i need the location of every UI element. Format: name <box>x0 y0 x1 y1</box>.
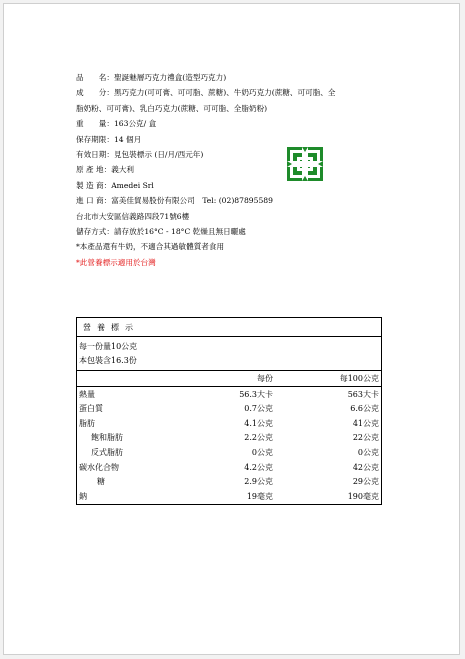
nutrition-title-cell <box>77 318 382 337</box>
nutrient-name: 熱量 <box>79 389 95 399</box>
weight-line <box>76 116 396 131</box>
origin-value: 義大利 <box>111 165 134 175</box>
nutrient-per-serving: 4.1公克 <box>244 418 273 428</box>
expiry-line <box>76 147 396 162</box>
maker-value: Amedei Srl <box>111 180 154 190</box>
allergy-note: *本產品還有牛奶，不適合其過敏體質者食用 <box>76 242 225 252</box>
nutrient-per-serving: 19毫克 <box>246 491 273 501</box>
maker-label: 製 造 商： <box>76 180 112 190</box>
origin-line <box>76 162 396 177</box>
nutrient-per-100g: 190毫克 <box>347 491 379 501</box>
nutrient-per-100g: 22公克 <box>352 433 379 443</box>
document-page <box>3 3 460 655</box>
nutrient-name: 糖 <box>97 477 105 487</box>
table-row <box>77 489 382 504</box>
expiry-value: 見包裝標示 (日/月/西元年) <box>113 150 204 160</box>
nutrient-per-100g: 6.6公克 <box>350 404 379 414</box>
servings-per-package: 本包裝含16.3份 <box>79 356 137 366</box>
maker-line <box>76 178 396 193</box>
ingredients-line-2 <box>76 101 396 116</box>
address-line <box>76 209 396 224</box>
nutrition-facts-table <box>76 317 382 505</box>
weight-label: 重 量： <box>76 119 114 129</box>
importer-label: 進 口 商： <box>76 196 112 206</box>
product-name-line <box>76 70 396 85</box>
product-name-value: 聖誕魅層巧克力禮盒(造型巧克力) <box>113 73 227 82</box>
allergy-line <box>76 239 396 254</box>
nutrient-name: 脂肪 <box>79 418 95 428</box>
col-per-serving: 每份 <box>257 373 273 383</box>
nutrition-header-row <box>77 371 382 387</box>
shelf-life-value: 14 個月 <box>113 134 142 144</box>
storage-value: 請存放於16°C - 18°C 乾燥且無日曬處 <box>113 227 246 237</box>
storage-label: 儲存方式： <box>76 227 114 237</box>
origin-label: 原 產 地： <box>76 165 112 175</box>
table-row <box>77 445 382 460</box>
product-name-label: 品 名： <box>76 73 114 82</box>
ingredients-value-2: 脂奶粉、可可膏)、乳白巧克力(蔗糖、可可脂、全脂奶粉) <box>76 103 268 113</box>
nutrient-per-serving: 4.2公克 <box>244 462 273 472</box>
nutrient-per-serving: 0.7公克 <box>244 404 273 414</box>
ingredients-value-1: 黑巧克力(可可膏、可可脂、蔗糖)、牛奶巧克力(蔗糖、可可脂、全 <box>113 88 336 98</box>
importer-address: 台北市大安區信義路四段71號6樓 <box>76 211 190 221</box>
weight-value: 163公克/ 盒 <box>113 119 157 129</box>
nutrition-applies-note: *此營養標示適用於台灣 <box>76 257 156 267</box>
nutrient-per-serving: 0公克 <box>251 447 273 457</box>
nutrient-per-100g: 0公克 <box>357 447 379 457</box>
nutrient-per-serving: 2.2公克 <box>244 433 273 443</box>
serving-size: 每一份量10公克 <box>79 341 138 351</box>
table-row <box>77 386 382 401</box>
recycle-icon <box>287 147 323 181</box>
nutrient-per-100g: 563大卡 <box>347 389 379 399</box>
nutrient-name: 反式脂肪 <box>91 447 123 457</box>
nutrient-name: 飽和脂肪 <box>91 433 123 443</box>
col-per-100g: 每100公克 <box>339 373 379 383</box>
nutrition-note-line <box>76 255 396 270</box>
table-row <box>77 474 382 489</box>
nutrition-title: 營養標示 <box>83 322 139 332</box>
shelf-life-line <box>76 132 396 147</box>
nutrient-per-100g: 41公克 <box>352 418 379 428</box>
table-row <box>77 416 382 431</box>
importer-line <box>76 193 396 208</box>
storage-line <box>76 224 396 239</box>
table-row <box>77 431 382 446</box>
shelf-life-label: 保存期限： <box>76 134 114 144</box>
nutrient-per-100g: 29公克 <box>352 477 379 487</box>
product-info <box>76 70 396 270</box>
importer-value: 富美佳貿易股份有限公司 Tel: (02)87895589 <box>111 196 273 206</box>
nutrient-per-serving: 2.9公克 <box>244 477 273 487</box>
ingredients-label: 成 分： <box>76 88 114 98</box>
expiry-label: 有效日期： <box>76 150 114 160</box>
table-row <box>77 401 382 416</box>
nutrient-per-serving: 56.3大卡 <box>239 389 273 399</box>
nutrient-per-100g: 42公克 <box>352 462 379 472</box>
nutrient-name: 碳水化合物 <box>79 462 119 472</box>
ingredients-line <box>76 85 396 100</box>
nutrient-name: 蛋白質 <box>79 404 103 414</box>
nutrient-name: 鈉 <box>79 491 87 501</box>
table-row <box>77 460 382 475</box>
